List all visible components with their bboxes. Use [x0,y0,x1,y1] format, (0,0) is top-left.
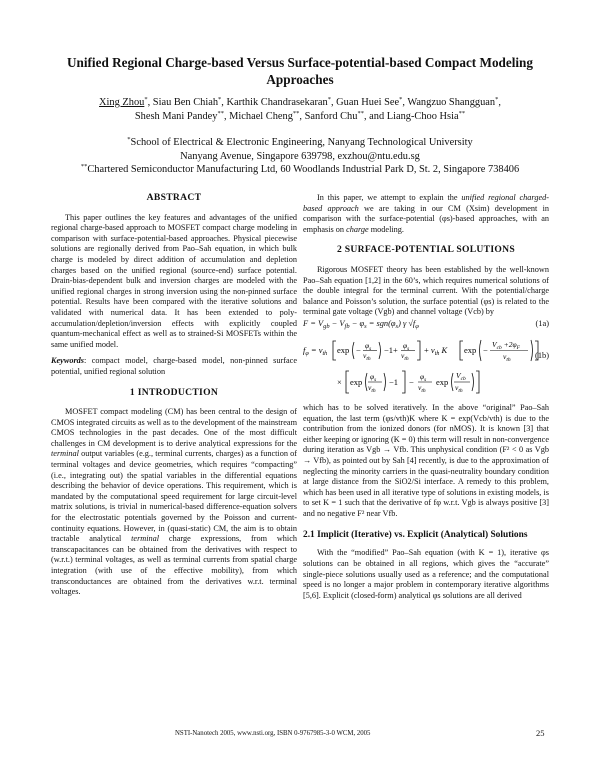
author-first: Xing Zhou [99,97,145,108]
equation-1a [303,319,549,331]
rp-span: modeling. [368,224,404,234]
equation-1b-graphic [303,333,549,399]
affiliation-1 [30,136,570,150]
svg-text:−1+: −1+ [384,344,398,355]
section-2-text-continued: which has to be solved iteratively. In the above “original” Pao–Sah equation, the last term (φs/vth)K where K = exp(Vcb/vth) is due to the contribution from the ionized donors (for nMOS). It is known [3] that either keeping or ignoring (K = 0) this term will result in non-convergence during iteration as Vgb → Vfb. This unphysical condition (F² < 0 as Vgb → Vfb), as pointed out by Sah [4] recently, is due to the approximation of neglecting the minority carriers in the quasi-neutrality boundary condition at large distance from the SiO2/Si interface. A remedy to this problem, which has been used in all iterative type of solutions in existing models, is to set K = 1 such that the derivative of fφ w.r.t. Vgb is always positive [3] and no negative F² near Vfb. [303,402,549,518]
affil-mark: * [127,136,131,143]
section-2-heading: 2 SURFACE-POTENTIAL SOLUTIONS [336,244,516,256]
author-name: , Karthik Chandrasekaran [221,97,328,108]
svg-text:vth: $v_{th}$ [401,350,409,362]
keywords-label: Keywords [51,356,84,366]
equation-1b-label: (1b) [535,350,549,360]
left-column [51,193,297,598]
author-mark: ** [458,110,466,117]
author-mark: * [327,96,331,103]
svg-text:φs: $\varphi_s$ [403,340,410,352]
svg-text:φs: $\varphi_s$ [420,371,427,383]
section-2-text: Rigorous MOSFET theory has been established by the well-known Pao–Sah equation [1,2] in the 60’s, which requires numerical solutions of the double integral for the terminal current. With the potential/charge balance and Poisson’s solution, the surface potential (φs) is related to the terminal gate voltage (Vgb) and channel voltage (Vcb) by [303,264,549,317]
intro-span: MOSFET compact modeling (CM) has been central to the design of CMOS integrated circuits as well as to the development of the mainstream CMOS technologies in the past decades. One of the most difficult challenges in CM development is to derive analytical expressions for the [51,407,297,448]
introduction-text [51,407,297,598]
page-footer: NSTI-Nanotech 2005, www.nsti.org, ISBN 0-9767985-3-0 WCM, 2005 [175,730,371,737]
rp-em: charge [346,224,369,234]
author-name: , and Liang-Choo Hsia [363,111,459,122]
keywords [51,356,297,377]
subsection-2-1-heading: 2.1 Implicit (Iterative) vs. Explicit (Analytical) Solutions [303,530,528,541]
author-name: , Wangzuo Shangguan [402,97,496,108]
affil-text: Chartered Semiconductor Manufacturing Ltd, 60 Woodlands Industrial Park D, St. 2, Singapore 738406 [87,164,520,175]
svg-text:−1: −1 [389,376,399,387]
paper-title: Unified Regional Charge-based Versus Surface-potential-based Compact Modeling Approaches [67,55,533,87]
abstract-heading: ABSTRACT [146,192,202,203]
author-line-1: Xing Zhou*, Siau Ben Chiah*, Karthik Chandrasekaran*, Guan Huei See*, Wangzuo Shangguan*, [99,96,501,108]
abstract-text: This paper outlines the key features and advantages of the unified regional charge-based approach to MOSFET compact charge modeling in comparison with surface-potential-based approaches. Physical piecewise solutions are regionally derived from Pao–Sah equation, in which bulk charge is modeled by direct addition of accumulation and depletion charges based on the unified regional (source-end) surface potential. Drain-bias-dependent bulk and inversion charges are modeled with the unified regional charges in strong inversion using the non-pinned surface potential. Results have been compared with the iterative solutions and validated with numerical data. It has been extended to poly-accumulation/depletion/inversion effects with explicitly coupled quantum-mechanical effect as well as to strained-Si MOSFETs within the same unified model. [51,212,297,349]
svg-text:φs: $\varphi_s$ [365,340,372,352]
svg-text:vth: $v_{th}$ [503,351,511,363]
svg-text:fφ = vth: $f_\varphi = v_{th}$ [303,344,328,357]
page-number: 25 [536,728,545,738]
rp-span: In this paper, we attempt to explain the [317,193,462,202]
svg-text:−: − [483,344,488,355]
paper-intro-text [303,193,549,235]
svg-text:vth: $v_{th}$ [363,350,371,362]
author-mark: ** [292,110,300,117]
author-name: , Siau Ben Chiah [147,97,219,108]
affiliation-2 [30,163,570,177]
svg-text:Vcb: $V_{cb}$ [456,370,466,382]
svg-text:exp: exp [464,344,477,355]
subsection-2-1-text: With the “modified” Pao–Sah equation (with K = 1), iterative φs solutions can be obtained in all regions, which gives the “accurate” single-piece solutions usually used as a reference; and the computational speed is no longer a major problem in contemporary iterative algorithms [5,6]. Explicit (closed-form) analytical φs solutions are all derived [303,548,549,600]
intro-span: output variables (e.g., terminal currents, charges) as a function of terminal voltages and device geometries, which requires “compacting” (i.e., integrating out) the spatial variables in the differential equations describing the behavior of device operations. This requirement, which is mandated by the computational speed requirement for large circuit-level matrix solutions, is trivial in numerical-based difference-equation solvers for the electrostatic potentials governed by the Poisson and current-continuity equations. However, in (quasi-static) CM, the aim is to obtain tractable analytical [51,449,297,544]
svg-text:×: × [337,376,342,387]
equation-1b [303,333,549,399]
author-mark: * [144,96,148,103]
intro-em: terminal [51,449,79,459]
author-mark: * [218,96,222,103]
author-name: , Guan Huei See [330,97,400,108]
affiliations [30,136,570,177]
equation-1a-label: (1a) [535,318,549,328]
right-column [303,193,549,601]
rp-span: we are taking in our CM (Xsim) development in comparison with the surface-potential (φs)-based approaches, with an emphasis on [303,203,549,234]
affil-mark: ** [80,163,88,170]
svg-text:exp: exp [350,376,363,387]
svg-text:φs: $\varphi_s$ [370,371,377,383]
svg-text:Vcb +2φF: $V_{cb} +2\varphi_F$ [492,339,521,351]
rp-em: unified regional charged-based approach [303,193,549,213]
svg-text:−: − [356,344,361,355]
author-line-2 [40,110,560,124]
svg-text:+ vth K: + $v_{th}$ K [424,344,448,357]
introduction-heading: 1 INTRODUCTION [129,386,219,398]
svg-text:exp: exp [436,376,449,387]
svg-text:vth: $v_{th}$ [418,382,426,394]
svg-text:exp: exp [337,344,350,355]
svg-text:vth: $v_{th}$ [368,382,376,394]
author-mark: ** [357,110,364,117]
author-mark: ** [217,110,224,117]
intro-em: terminal [131,534,160,544]
author-mark: * [495,96,499,103]
equation-1a-body: $F = V_{gb} - V_{fb} - \varphi_s = sgn(\varphi_s)$ γ $√f_\varphi$ [303,318,419,330]
svg-text:−: − [409,376,414,387]
author-name: Shesh Mani Pandey [134,111,218,122]
author-list [40,96,560,124]
affiliation-1-address: Nanyang Avenue, Singapore 639798, exzhou@ntu.edu.sg [180,150,420,162]
keywords-text: : compact model, charge-based model, non-pinned surface potential, unified regional solution [51,356,297,376]
intro-span: charge expressions, from which transcapacitances can be obtained from the derivatives with respect to (w.r.t.) terminal voltages, as well as terminal currents from spatial charge integration (with use of the effective mobility), from which transconductances are obtained from the derivatives w.r.t. terminal voltages. [51,534,297,597]
author-name: , Sanford Chu [299,111,358,122]
svg-text:vth: $v_{th}$ [455,382,463,394]
author-name: , Michael Cheng [223,111,293,122]
affil-text: School of Electrical & Electronic Engineering, Nanyang Technological University [130,137,473,148]
author-mark: * [399,96,403,103]
